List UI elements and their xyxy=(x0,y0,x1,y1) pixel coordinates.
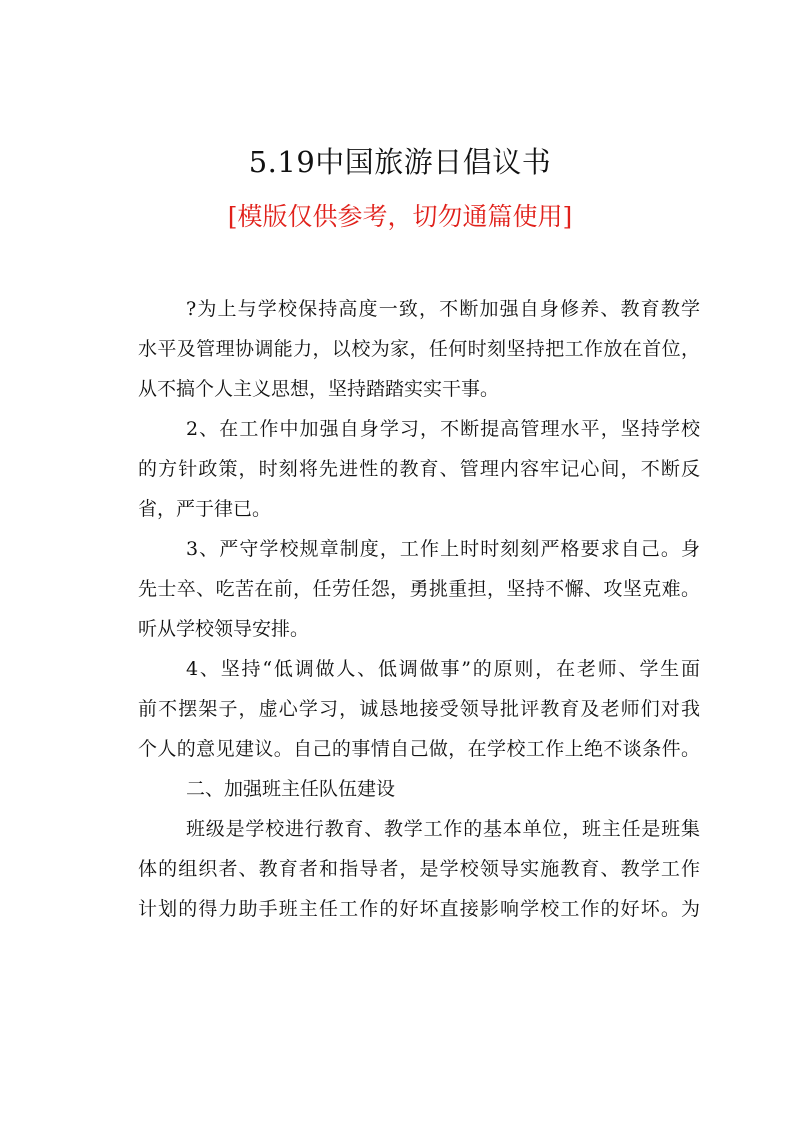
paragraph-line: 计划的得力助手班主任工作的好坏直接影响学校工作的好坏。为 xyxy=(138,898,700,920)
paragraph-line: 4、坚持“低调做人、低调做事”的原则，在老师、学生面 xyxy=(186,658,700,680)
paragraph-line: 先士卒、吃苦在前，任劳任怨，勇挑重担，坚持不懈、攻坚克难。 xyxy=(138,578,700,600)
paragraph-line: 的方针政策，时刻将先进性的教育、管理内容牢记心间，不断反 xyxy=(138,458,700,480)
paragraph-6 xyxy=(100,809,700,929)
document-subtitle: [模版仅供参考，切勿通篇使用] xyxy=(227,202,573,231)
paragraph-4 xyxy=(100,649,700,769)
document-body xyxy=(100,289,700,929)
paragraph-line: 听从学校领导安排。 xyxy=(138,618,310,640)
paragraph-line: 前不摆架子，虚心学习，诚恳地接受领导批评教育及老师们对我 xyxy=(138,698,700,720)
paragraph-2 xyxy=(100,409,700,529)
paragraph-line: 班级是学校进行教育、教学工作的基本单位，班主任是班集 xyxy=(186,818,700,840)
paragraph-1 xyxy=(100,289,700,409)
section-heading-text: 二、加强班主任队伍建设 xyxy=(186,778,396,800)
section-heading xyxy=(100,769,700,809)
paragraph-line: 水平及管理协调能力，以校为家，任何时刻坚持把工作放在首位， xyxy=(138,338,700,360)
paragraph-line: 个人的意见建议。自己的事情自己做，在学校工作上绝不谈条件。 xyxy=(138,738,700,760)
paragraph-line: 省，严于律已。 xyxy=(138,498,272,520)
paragraph-line: 从不搞个人主义思想，坚持踏踏实实干事。 xyxy=(138,378,500,400)
paragraph-line: 3、严守学校规章制度，工作上时时刻刻严格要求自己。身 xyxy=(186,538,700,560)
document-title: 5.19中国旅游日倡议书 xyxy=(248,145,552,179)
paragraph-line: 体的组织者、教育者和指导者，是学校领导实施教育、教学工作 xyxy=(138,858,700,880)
paragraph-line: ?为上与学校保持高度一致，不断加强自身修养、教育教学 xyxy=(186,298,700,320)
paragraph-3 xyxy=(100,529,700,649)
paragraph-line: 2、在工作中加强自身学习，不断提高管理水平，坚持学校 xyxy=(186,418,700,440)
